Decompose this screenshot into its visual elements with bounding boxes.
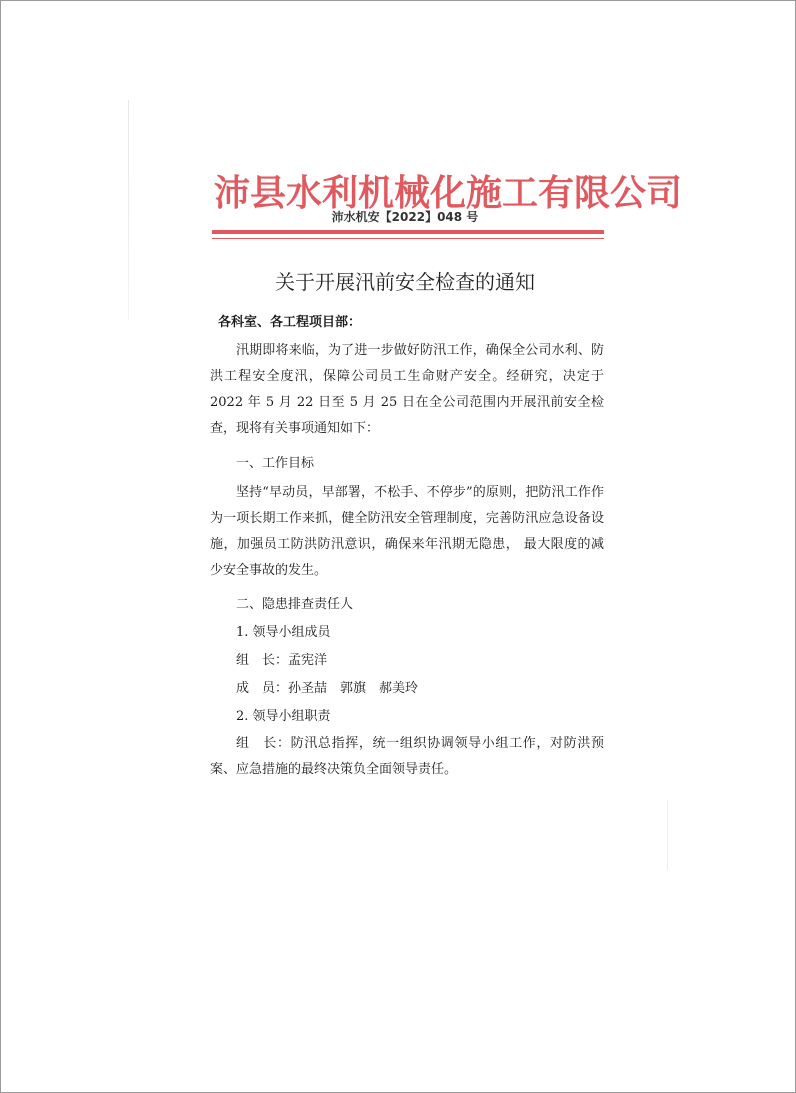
letterhead-rule-thick — [212, 230, 604, 234]
document-number: 沛水机安【2022】048 号 — [331, 210, 479, 224]
notice-title: 关于开展汛前安全检查的通知 — [275, 270, 535, 294]
recipient-line: 各科室、各工程项目部： — [218, 315, 362, 330]
scan-shadow — [667, 800, 668, 870]
company-name: 沛县水利机械化施工有限公司 — [214, 173, 683, 214]
section-heading-goals: 一、工作目标 — [236, 456, 315, 471]
section-heading-responsible: 二、隐患排查责任人 — [236, 597, 354, 612]
members-line: 成 员：孙圣喆 郭旗 郝美玲 — [236, 681, 419, 696]
letterhead-rule-thin — [212, 238, 604, 239]
scan-shadow — [128, 100, 129, 320]
duty-paragraph: 组 长：防汛总指挥，统一组织协调领导小组工作，对防洪预案、应急措施的最终决策负全面领导责任。 — [210, 736, 604, 777]
goals-paragraph: 坚持“早动员，早部署，不松手、不停步”的原则，把防汛工作作为一项长期工作来抓，健全防汛安全管理制度，完善防汛应急设备设施，加强员工防洪防汛意识，确保来年汛期无隐患， 最大限度的减少安全事故的发生。 — [210, 485, 604, 578]
subheading-duties: 2. 领导小组职责 — [236, 709, 331, 724]
subheading-members: 1. 领导小组成员 — [236, 625, 331, 640]
leader-line: 组 长：孟宪洋 — [236, 653, 328, 668]
intro-paragraph: 汛期即将来临，为了进一步做好防汛工作，确保全公司水利、防洪工程安全度汛，保障公司员工生命财产安全。经研究，决定于 2022 年 5 月 22 日至 5 月 25 日在全公司范围内开展汛前安全检查，现将有关事项通知如下： — [210, 343, 604, 436]
